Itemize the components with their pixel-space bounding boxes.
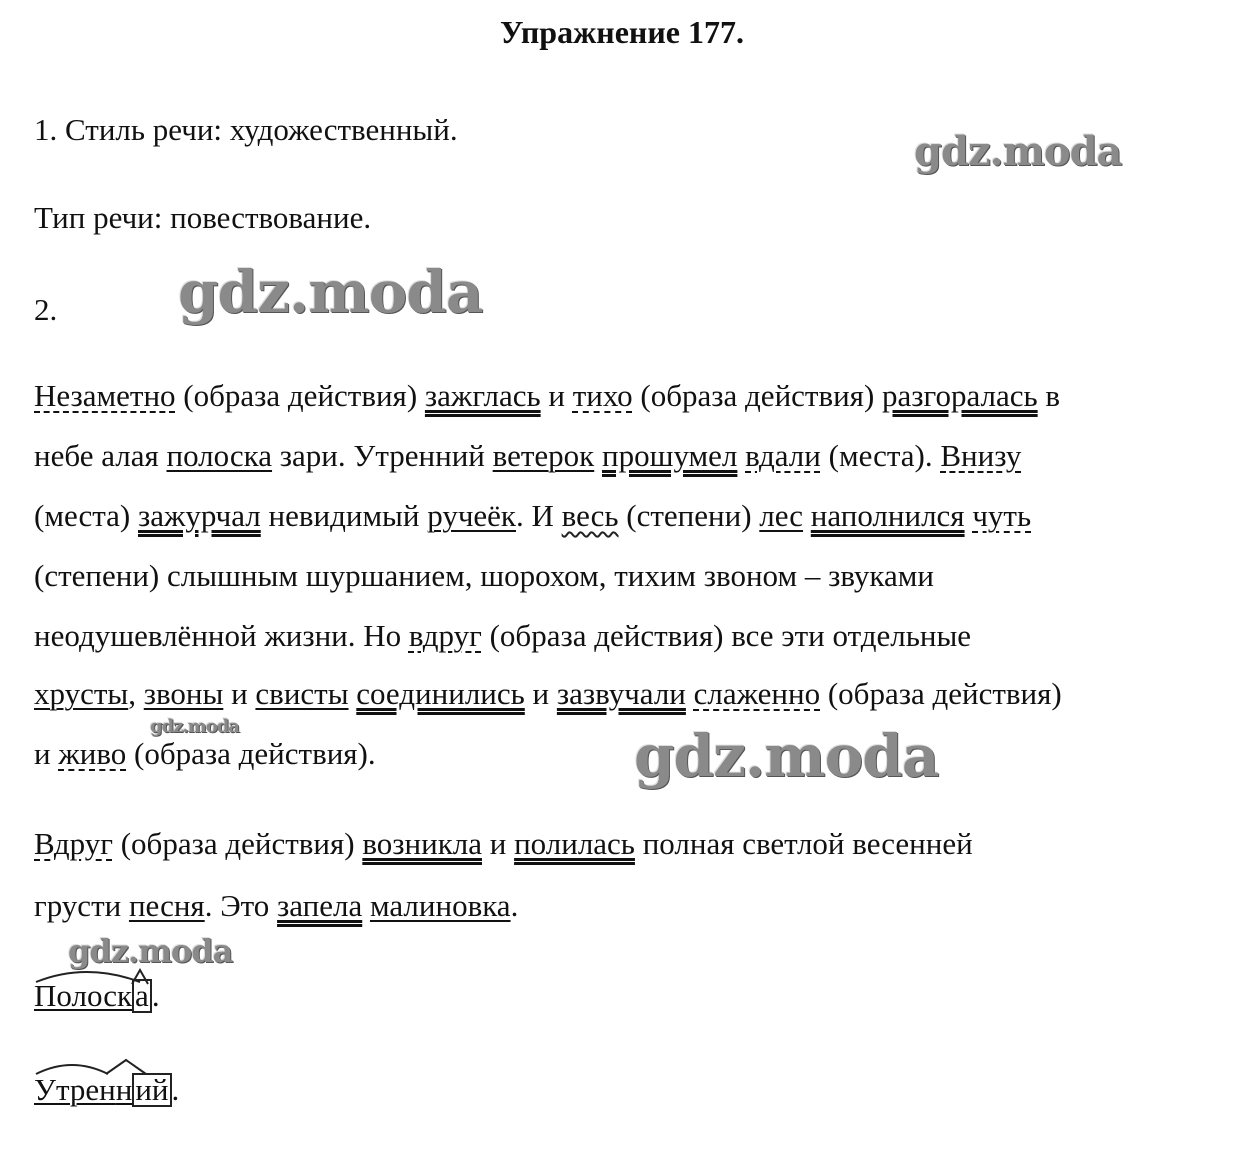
type-of-speech: Тип речи: повествование. (34, 200, 372, 235)
word-suffix: н (115, 1072, 133, 1107)
text-fragment: . Это (204, 888, 278, 923)
predicate: наполнился (810, 498, 965, 533)
text-fragment: (образа действия). (126, 736, 376, 771)
predicate: прошумел (601, 438, 738, 473)
text-fragment: и (34, 736, 59, 771)
text-fragment: неодушевлённой жизни. Но (34, 618, 409, 653)
adverb: Вдруг (34, 826, 113, 861)
text-fragment: (образа действия) (112, 826, 363, 861)
subject: звоны (143, 676, 224, 711)
text-fragment: и (540, 378, 573, 413)
root-arc (36, 972, 140, 982)
predicate: зазвучали (556, 676, 686, 711)
predicate: разгоралась (882, 378, 1038, 413)
text-fragment: (образа действия) (632, 378, 883, 413)
exercise-title: Упражнение 177. (499, 14, 744, 50)
watermark-logo: gdz.moda (150, 716, 239, 737)
style-of-speech: 1. Стиль речи: художественный. (34, 112, 458, 147)
adverb: чуть (972, 498, 1032, 533)
text-fragment: . И (516, 498, 562, 533)
item-2-number: 2. (34, 292, 58, 327)
word-stem: Полоск (34, 978, 133, 1013)
text-fragment: и (223, 676, 256, 711)
text-fragment: грусти (34, 888, 129, 923)
text-fragment: в (1037, 378, 1061, 413)
subject: полоска (166, 438, 273, 473)
predicate: полилась (514, 826, 635, 861)
text-fragment: (степени) (618, 498, 760, 533)
text-fragment: полная светлой весенней (634, 826, 973, 861)
morpheme-parse-utrenniy (34, 1072, 179, 1108)
subject: ветерок (492, 438, 595, 473)
adverb: тихо (572, 378, 633, 413)
predicate: возникла (362, 826, 482, 861)
word-ending: а (132, 979, 152, 1013)
watermark-logo: gdz.moda (634, 722, 939, 790)
predicate: запела (277, 888, 363, 923)
attribute: весь (561, 498, 619, 533)
text-fragment: и (481, 826, 515, 861)
watermark-logo: gdz.moda (914, 128, 1122, 175)
adverb: слаженно (693, 676, 821, 711)
text-fragment: (образа действия) (175, 378, 425, 413)
word-ending: ий (132, 1073, 171, 1107)
text-fragment: (образа действия) все эти отдельные (481, 618, 972, 653)
predicate: зажурчал (138, 498, 261, 533)
adverb: вдали (745, 438, 821, 473)
subject: ручеёк (427, 498, 516, 533)
text-fragment: (места). (820, 438, 941, 473)
adverb: вдруг (408, 618, 482, 653)
watermark-logo: gdz.moda (178, 258, 483, 326)
watermark-logo: gdz.moda (68, 932, 233, 970)
text-fragment: (образа действия) (820, 676, 1062, 711)
subject: малиновка (369, 888, 511, 923)
text-fragment: , (128, 676, 144, 711)
adverb: живо (58, 736, 127, 771)
text-fragment: . (171, 1072, 180, 1107)
text-fragment: (места) (34, 498, 138, 533)
text-line: (степени) слышным шуршанием, шорохом, тихим звоном – звуками (34, 558, 934, 593)
subject: песня (128, 888, 205, 923)
word-root: Утрен (34, 1072, 116, 1107)
predicate: зажглась (424, 378, 541, 413)
text-fragment: . (510, 888, 519, 923)
subject: хрусты (34, 676, 129, 711)
predicate: соединились (356, 676, 525, 711)
adverb: Незаметно (34, 378, 176, 413)
text-fragment: невидимый (260, 498, 428, 533)
subject: лес (759, 498, 804, 533)
text-fragment: и (524, 676, 557, 711)
text-fragment: зари. Утренний (272, 438, 493, 473)
text-fragment: . (151, 978, 160, 1013)
adverb: Внизу (940, 438, 1022, 473)
subject: свисты (255, 676, 349, 711)
text-fragment: небе алая (34, 438, 167, 473)
